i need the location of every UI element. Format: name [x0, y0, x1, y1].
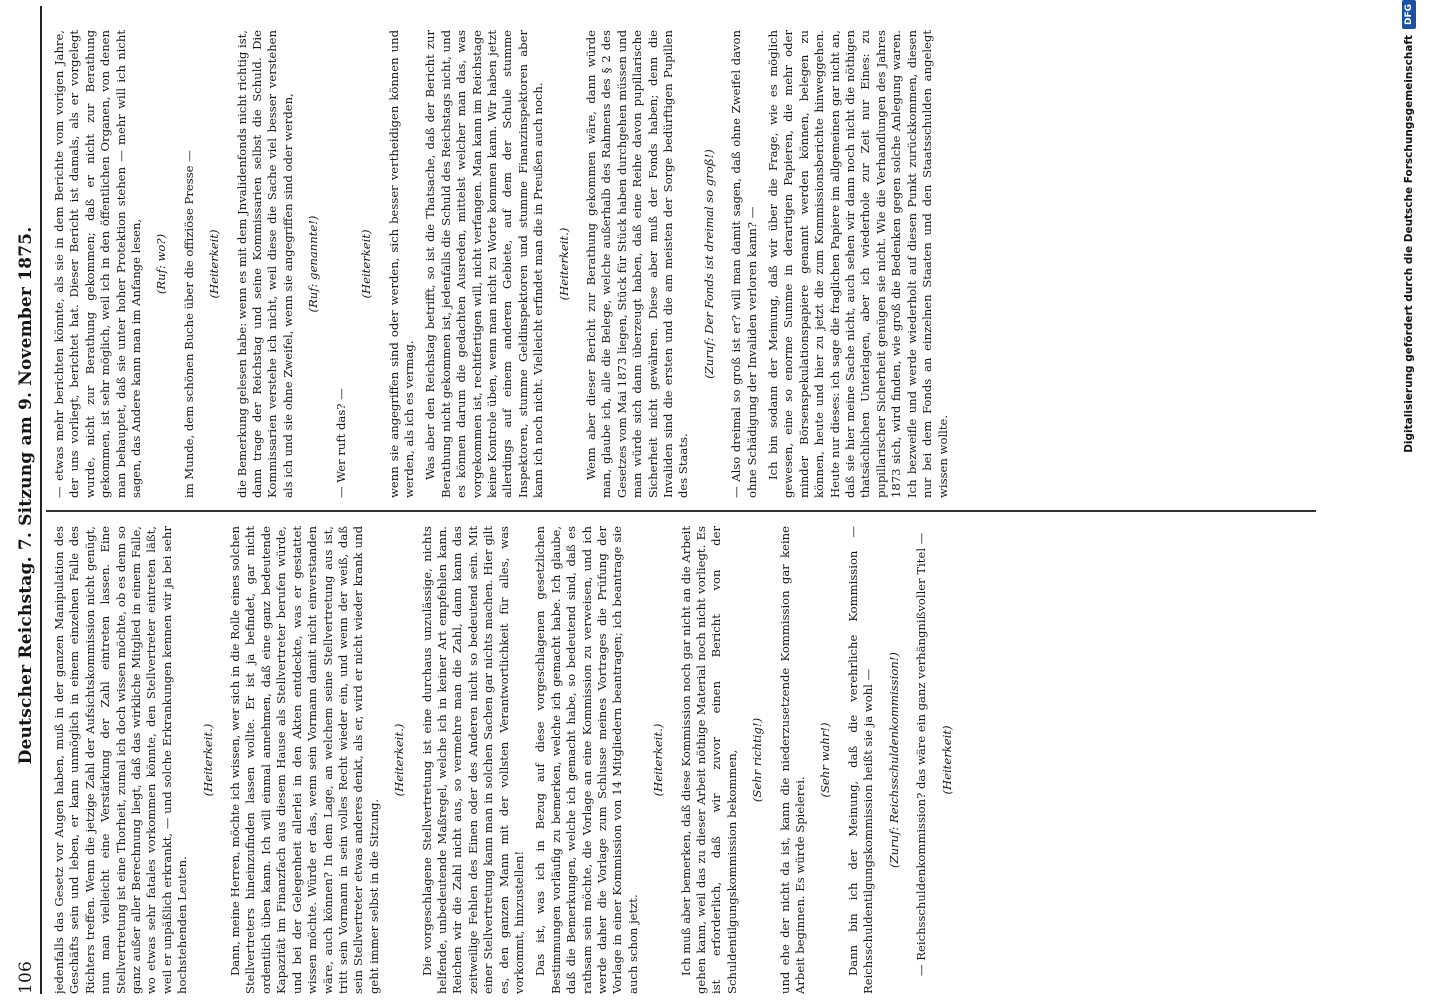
right-column-interjection: (Ruf: wo?)	[154, 233, 169, 295]
left-column-paragraph: Dann, meine Herren, möchte ich wissen, wer sich in die Rolle eines solchen Stellvertreters hineinzufinden lassen wollte. Er ist ja befindet, gar nicht ordentlich üben kann. Ich will einmal annehmen, daß eine ganz bedeutende Kapazität im Finanzfach aus diesem Hause als Stellvertreter berufen würde, und bei der Gelegenheit allerlei in den Akten entdeckte, was er gestattet wissen möchte. Würde er das, wenn sein Vormann damit nicht einverstanden wäre, auch können? In dem Lage, an welchem seine Stellvertretung aus ist, tritt sein Vormann in sein volles Recht wieder ein, und wenn der weiß, daß sein Stellvertreter etwas anderes denkt, als er, wird er nicht wieder krank und geht immer selbst in die Sitzung.	[228, 526, 381, 994]
right-column-interjection: (Heiterkeit)	[207, 229, 222, 299]
column-rule	[46, 511, 1316, 513]
right-column-paragraph: — Wer ruft das? —	[333, 388, 348, 498]
left-column-paragraph: Ich muß aber bemerken, daß diese Kommission noch gar nicht an die Arbeit gehen kann, weil das zu dieser Arbeit nöthige Material noch nicht vorliegt. Es ist erforderlich, daß wir zuvor einen Bericht von der Schuldentilgungskommission bekommen,	[678, 526, 739, 994]
page-running-title: Deutscher Reichstag. 7. Sitzung am 9. November 1875.	[16, 226, 36, 765]
left-column-interjection: (Heiterkeit.)	[651, 723, 666, 797]
right-column-interjection: (Heiterkeit.)	[556, 227, 571, 301]
left-column	[52, 526, 1296, 994]
left-column-interjection: (Sehr richtig!)	[750, 717, 765, 803]
left-column-paragraph: Die vorgeschlagene Stellvertretung ist eine durchaus unzulässige, nichts helfende, unbedeutende Maßregel, welche ich in keiner Art empfehlen kann. Reichen wir die Zahl nicht aus, so vermehre man die Zahl, dann kann das zeitweilige Fehlen des Einen oder des Anderen nicht so bedeutend sein. Mit einer Stellvertretung kann man in solchen Sachen gar nichts machen. Hier gilt es, den ganzen Mann mit der vollsten Verantwortlichkeit für alles, was vorkommt, hinzustellen!	[419, 526, 526, 994]
left-column-paragraph: — Reichsschuldenkommission? das wäre ein ganz verhängnißvoller Titel —	[914, 532, 929, 976]
right-column-paragraph: Was aber den Reichstag betrifft, so ist die Thatsache, daß der Bericht zur Berathung nicht gekommen ist, jedenfalls die Schuld des Reichstags nicht, und es können darum die gedachten Ausreden, mittelst welcher man das, was vorgekommen ist, rechtfertigen will, nicht verfangen. Man kann im Reichstage keine Kontrole üben, wenn man nicht zu Worte kommen kann. Wir haben jetzt allerdings auf einem anderen Gebiete, auf dem der Schule stumme Inspektoren, stumme Geldinspektoren und stumme Finanzinspektoren aber kann ich noch nicht. Vielleicht erfindet man die in Preußen auch noch.	[423, 30, 546, 498]
header-rule	[40, 6, 42, 994]
left-column-interjection: (Zuruf: Reichsschuldenkommission!)	[886, 652, 901, 868]
right-column-paragraph: — Also dreimal so groß ist er? will man damit sagen, daß ohne Zweifel davon ohne Schädigung der Invaliden verloren kann? —	[729, 30, 759, 498]
digitization-credit	[1394, 0, 1424, 1000]
right-column-paragraph: wenn sie angegriffen sind oder werden, sich besser vertheidigen können und werden, als ich es vermag.	[386, 30, 416, 498]
left-column-interjection: (Sehr wahr!)	[818, 722, 833, 798]
right-column-paragraph: im Munde, dem schönen Buche über die offiziöse Presse —	[181, 150, 196, 498]
right-column-paragraph: die Bemerkung gelesen habe: wenn es mit dem Jnvalidenfonds nicht richtig ist, dann trage der Reichstag und seine Kommissarien selbst die Schuld. Die Kommissarien verstehe ich nicht, weil diese die Sache viel besser verstehen als ich und sie ohne Zweifel, wenn sie angegriffen sind oder werden,	[234, 30, 295, 498]
right-column-interjection: (Heiterkeit)	[359, 229, 374, 299]
page-header	[6, 6, 36, 994]
page-number: 106	[16, 960, 36, 994]
left-column-paragraph: Dann bin ich der Meinung, daß die verehrliche Kommission — Reichsschuldentilgungskommission heißt sie ja wohl —	[845, 526, 876, 994]
right-column-interjection: (Ruf: genannte!)	[306, 215, 321, 313]
right-column-paragraph: — etwas mehr berichten könnte, als sie in dem Berichte vom vorigen Jahre, der uns vorliegt, berichtet hat. Dieser Bericht ist damals, als er vorgelegt wurde, nicht zur Berathung gekommen; daß er nicht zur Berathung gekommen, ist sehr möglich, weil ich in den öffentlichen Organen, von denen man behauptet, daß sie unter hoher Protektion stehen — mehr will ich nicht sagen, das Andere kann man im Anfange lesen,	[52, 30, 144, 498]
right-column-interjection: (Zuruf: Der Fonds ist dreimal so groß!)	[701, 149, 716, 379]
right-column-paragraph: Ich bin sodann der Meinung, daß wir über die Frage, wie es möglich gewesen, eine so enorme Summe in derartigen Papieren, die mehr oder minder Börsenspekulationspapiere genannt werden können, belegen zu können, heute und hier zu jetzt die zum Kommissionsberichte hinweggehen. Heute nur dieses: ich sage die fraglichen Papiere im allgemeinen gar nicht an, daß sie hier meine Sache nicht, auch sehen wir dann noch nicht die nöthigen thatsächlichen Unterlagen, aber ich wiederhole zur Zeit nur Eines: zu pupillarischer Sicherheit genügen sie nicht. Wie die Verhandlungen des Jahres 1873 sich, wird finden, wie groß die Bedenken gegen solche Anlegung waren. Ich bezweifle und werde wiederholt auf diesen Punkt zurückkommen, diesen nur bei dem Fonds an einzelnen Staaten und den Staatsschulden angelegt wissen wollte.	[766, 30, 950, 498]
left-column-paragraph: Das ist, was ich in Bezug auf diese vorgeschlagenen gesetzlichen Bestimmungen vorläufig zu bemerken, welche ich gemacht habe. Ich glaube, daß die Bemerkungen, welche ich gemacht habe, so bedeutend sind, daß es rathsam sein möchte, die Vorlage an eine Kommission zu verweisen, und ich werde daher die Vorlage zum Schlusse meines Vortrages die Prüfung der Vorlage in einer Kommission von 14 Mitgliedern beantragen; ich beantrage sie auch schon jetzt.	[533, 526, 640, 994]
right-column-paragraph: Wenn aber dieser Bericht zur Berathung gekommen wäre, dann würde man, glaube ich, alle die Belege, welche außerhalb des Rahmens des § 2 des Gesetzes vom Mai 1873 liegen, Stück für Stück haben durchgehen müssen und man würde sich dann überzeugt haben, daß eine Reihe davon pupillarische Sicherheit nicht gewähren. Diese aber muß der Fonds haben; denn die Invaliden sind die ersten und die am meisten der Sorge bedürftigen Pupillen des Staats.	[583, 30, 691, 498]
left-column-interjection: (Heiterkeit.)	[200, 723, 215, 797]
right-column	[52, 30, 1296, 498]
left-column-interjection: (Heiterkeit.)	[392, 723, 407, 797]
left-column-interjection: (Heiterkeit)	[939, 725, 954, 795]
left-column-paragraph: jedenfalls das Gesetz vor Augen haben, muß in der ganzen Manipulation des Geschäfts sein und leben, er kann unmöglich in einem einzelnen Falle des Richters treffen. Wenn die jetzige Zahl der Aufsichtskommission nicht genügt, nun man vielleicht eine Verstärkung der Zahl eintreten lassen. Eine Stellvertretung ist eine Thorheit, zumal ich doch wissen möchte, ob es denn so ganz außer aller Berechnung liegt, daß das wirkliche Mitglied in einem Falle, wo etwas sehr fatales vorkommen könnte, den Stellvertreter eintreten läßt, weil er unpäßlich erkrankt, — und solche Erkrankungen kennen wir ja bei sehr hochstehenden Leuten.	[52, 526, 190, 994]
left-column-paragraph: und ehe der nicht da ist, kann die niederzusetzende Kommission gar keine Arbeit beginnen. Es würde Spielerei.	[777, 526, 808, 994]
dfg-logo: DFG	[1402, 0, 1416, 29]
credit-text: Digitalisierung gefördert durch die Deutsche Forschungsgemeinschaft	[1403, 35, 1415, 453]
